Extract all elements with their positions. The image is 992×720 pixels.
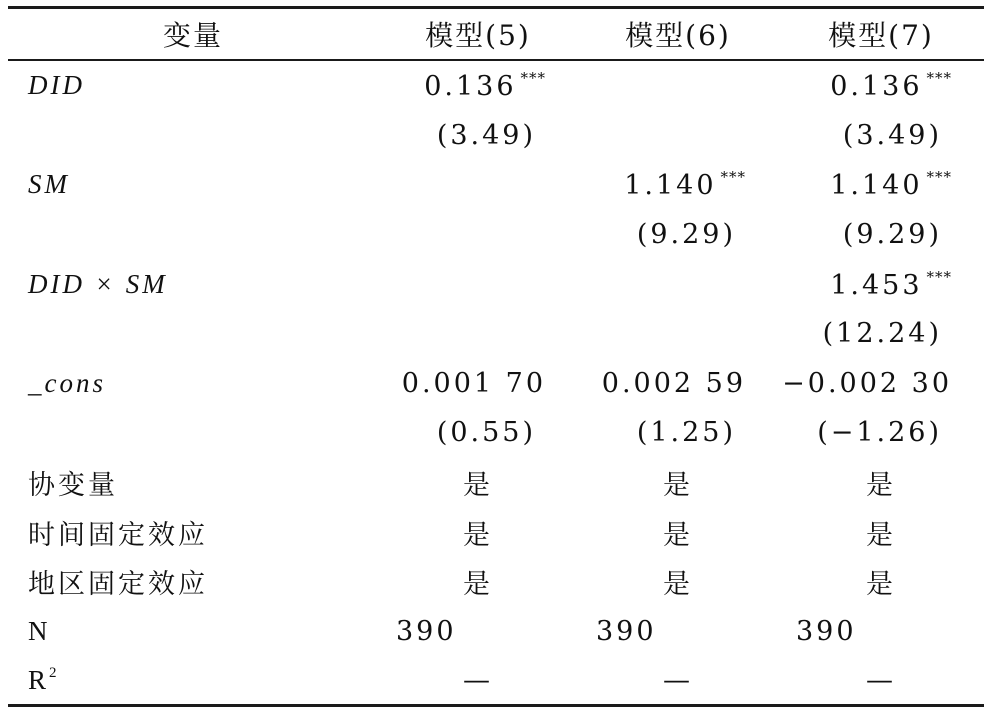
row-label-region-fe: 地区固定效应: [28, 569, 208, 600]
table-row: [8, 408, 984, 458]
table-row: [8, 111, 984, 161]
cell-n: 390: [796, 615, 857, 647]
cell-tstat: [578, 309, 778, 359]
cell-tstat: (9.29): [842, 219, 942, 251]
header-model-7: 模型(7): [828, 19, 934, 52]
table-row: [8, 359, 984, 409]
cell-yes: 是: [463, 519, 493, 551]
cell-tstat: [578, 111, 778, 161]
row-label-n: N: [28, 615, 51, 646]
cell-coef: 0.001 70: [401, 367, 546, 399]
table-row: [8, 61, 984, 111]
row-label-sm: SM: [28, 169, 70, 200]
cell-coef: 1.140 ***: [830, 168, 952, 202]
table-row: [8, 259, 984, 309]
cell-coef: 1.453 ***: [830, 267, 952, 301]
cell-tstat: (12.24): [822, 318, 942, 350]
cell-n: 390: [396, 615, 457, 647]
cell-n: 390: [596, 615, 657, 647]
cell-tstat: (9.29): [636, 219, 736, 251]
cell-yes: 是: [663, 519, 693, 551]
cell-coef: 0.136 ***: [424, 69, 546, 103]
cell-coef: [378, 259, 578, 309]
table-header: [8, 9, 984, 59]
header-model-6: 模型(6): [625, 19, 731, 52]
cell-coef: [578, 61, 778, 111]
significance-stars: ***: [926, 168, 952, 187]
cell-tstat: (0.55): [436, 417, 536, 449]
cell-tstat: [378, 309, 578, 359]
header-variable: 变量: [163, 19, 224, 52]
header-model-5: 模型(5): [425, 19, 531, 52]
regression-table-body: [8, 61, 984, 706]
row-label-did-sm: DID × SM: [28, 268, 168, 299]
cell-tstat: (3.49): [842, 119, 942, 151]
cell-tstat: [378, 210, 578, 260]
cell-coef: [378, 160, 578, 210]
cell-yes: 是: [663, 470, 693, 502]
row-label-r2: $R^2$: [28, 665, 60, 696]
row-label-time-fe: 时间固定效应: [28, 519, 208, 550]
significance-stars: ***: [520, 69, 546, 88]
cell-yes: 是: [866, 569, 896, 601]
significance-stars: ***: [926, 267, 952, 286]
row-label-cons: _cons: [28, 367, 106, 398]
table-row: [8, 210, 984, 260]
header-row: [8, 9, 984, 59]
significance-stars: ***: [926, 69, 952, 88]
cell-tstat: (3.49): [436, 119, 536, 151]
cell-yes: 是: [663, 569, 693, 601]
cell-coef: 0.136 ***: [830, 69, 952, 103]
table-row: [8, 607, 984, 657]
cell-yes: 是: [463, 569, 493, 601]
cell-dash: —: [663, 665, 693, 697]
cell-coef: −0.002 30: [782, 367, 952, 399]
table-row: [8, 507, 984, 557]
cell-tstat: (−1.26): [817, 417, 942, 449]
cell-yes: 是: [866, 519, 896, 551]
table-row: [8, 557, 984, 607]
row-label-covariates: 协变量: [28, 470, 118, 501]
cell-dash: —: [866, 665, 896, 697]
table-row: [8, 458, 984, 508]
cell-yes: 是: [866, 470, 896, 502]
table-row: [8, 309, 984, 359]
significance-stars: ***: [720, 168, 746, 187]
cell-coef: 0.002 59: [601, 367, 746, 399]
cell-yes: 是: [463, 470, 493, 502]
table-row: [8, 656, 984, 706]
row-label-did: DID: [28, 70, 85, 101]
cell-coef: 1.140 ***: [624, 168, 746, 202]
cell-dash: —: [463, 665, 493, 697]
cell-coef: [578, 259, 778, 309]
cell-tstat: (1.25): [636, 417, 736, 449]
table-row: [8, 160, 984, 210]
